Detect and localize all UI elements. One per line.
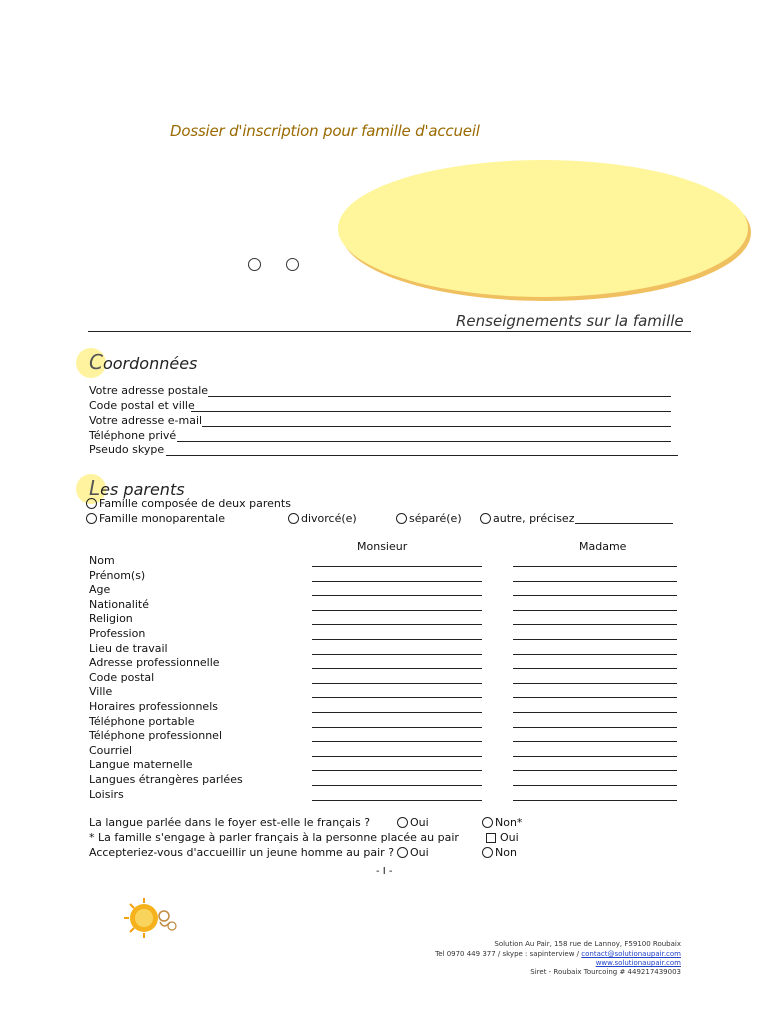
email-input[interactable]	[202, 416, 671, 427]
option-label: Non*	[495, 816, 523, 829]
madame-answer-line[interactable]	[513, 571, 677, 582]
footer-contact	[435, 950, 681, 958]
radio-icon[interactable]	[86, 513, 97, 524]
madame-answer-line[interactable]	[513, 731, 677, 742]
row-label: Lieu de travail	[89, 642, 168, 655]
field-label: Votre adresse postale	[89, 384, 209, 397]
monsieur-answer-line[interactable]	[312, 702, 482, 713]
monsieur-answer-line[interactable]	[312, 687, 482, 698]
field-label: Pseudo skype	[89, 443, 165, 456]
row-label: Courriel	[89, 744, 133, 757]
radio-icon[interactable]	[482, 847, 493, 858]
monsieur-answer-line[interactable]	[312, 600, 482, 611]
row-label: Age	[89, 583, 111, 596]
q3-no-option[interactable]	[482, 846, 517, 859]
row-label: Nationalité	[89, 598, 149, 611]
radio-icon[interactable]	[482, 817, 493, 828]
monsieur-answer-line[interactable]	[312, 731, 482, 742]
row-label: Loisirs	[89, 788, 124, 801]
heading-rest: es parents	[100, 480, 185, 499]
option-separe[interactable]	[396, 512, 462, 525]
monsieur-answer-line[interactable]	[312, 775, 482, 786]
monsieur-answer-line[interactable]	[312, 717, 482, 728]
madame-answer-line[interactable]	[513, 702, 677, 713]
page-title: Dossier d'inscription pour famille d'accueil	[170, 122, 480, 140]
option-label: Oui	[500, 831, 519, 844]
section-title: Renseignements sur la famille	[456, 312, 684, 330]
row-label: Téléphone portable	[89, 715, 195, 728]
checkbox-icon[interactable]	[486, 833, 496, 843]
madame-answer-line[interactable]	[513, 556, 677, 567]
coordonnees-heading	[89, 350, 197, 374]
row-label: Langue maternelle	[89, 758, 193, 771]
madame-answer-line[interactable]	[513, 614, 677, 625]
madame-answer-line[interactable]	[513, 585, 677, 596]
question-young-man: Accepteriez-vous d'accueillir un jeune homme au pair ?	[89, 846, 395, 859]
option-label: Famille monoparentale	[99, 512, 225, 525]
footer-website	[596, 959, 681, 967]
footer-website-link[interactable]: www.solutionaupair.com	[595, 959, 681, 967]
monsieur-answer-line[interactable]	[312, 760, 482, 771]
row-label: Code postal	[89, 671, 155, 684]
q1-yes-option[interactable]	[397, 816, 429, 829]
option-label: Famille composée de deux parents	[99, 497, 291, 510]
row-label: Langues étrangères parlées	[89, 773, 243, 786]
row-label: Téléphone professionnel	[89, 729, 223, 742]
monsieur-answer-line[interactable]	[312, 644, 482, 655]
row-label: Ville	[89, 685, 113, 698]
madame-answer-line[interactable]	[513, 600, 677, 611]
monsieur-answer-line[interactable]	[312, 629, 482, 640]
monsieur-answer-line[interactable]	[312, 790, 482, 801]
radio-icon[interactable]	[288, 513, 299, 524]
postal-city-input[interactable]	[191, 401, 671, 412]
madame-answer-line[interactable]	[513, 775, 677, 786]
heading-initial: C	[89, 350, 103, 374]
field-label: Votre adresse e-mail	[89, 414, 203, 427]
decorative-circle	[286, 258, 299, 271]
question-commitment: * La famille s'engage à parler français à la personne placée au pair	[89, 831, 459, 844]
option-couple[interactable]	[86, 497, 291, 510]
question-language: La langue parlée dans le foyer est-elle le français ?	[89, 816, 371, 829]
row-label: Profession	[89, 627, 146, 640]
madame-answer-line[interactable]	[513, 760, 677, 771]
sun-logo-icon	[124, 896, 182, 942]
company-logo	[124, 896, 182, 942]
madame-answer-line[interactable]	[513, 790, 677, 801]
footer-tel: Tel 0970 449 377 / skype : sapinterview /	[435, 950, 580, 958]
skype-input[interactable]	[166, 445, 678, 456]
option-label: Oui	[410, 846, 429, 859]
page-number: - I -	[376, 866, 393, 877]
madame-answer-line[interactable]	[513, 746, 677, 757]
heading-rest: oordonnées	[102, 354, 198, 373]
radio-icon[interactable]	[480, 513, 491, 524]
radio-icon[interactable]	[86, 498, 97, 509]
madame-answer-line[interactable]	[513, 687, 677, 698]
option-divorce[interactable]	[288, 512, 357, 525]
column-monsieur: Monsieur	[357, 540, 408, 553]
monsieur-answer-line[interactable]	[312, 614, 482, 625]
madame-answer-line[interactable]	[513, 644, 677, 655]
option-label: divorcé(e)	[301, 512, 357, 525]
footer-email-link[interactable]: contact@solutionaupair.com	[581, 950, 681, 958]
madame-answer-line[interactable]	[513, 673, 677, 684]
monsieur-answer-line[interactable]	[312, 673, 482, 684]
address-input[interactable]	[208, 386, 671, 397]
decorative-circle	[248, 258, 261, 271]
heading-initial: L	[89, 476, 101, 500]
option-label: séparé(e)	[409, 512, 462, 525]
field-label: Téléphone privé	[89, 429, 177, 442]
section-divider	[88, 331, 691, 332]
column-madame: Madame	[579, 540, 627, 553]
madame-answer-line[interactable]	[513, 717, 677, 728]
row-label: Adresse professionnelle	[89, 656, 220, 669]
monsieur-answer-line[interactable]	[312, 658, 482, 669]
autre-precisez-input[interactable]	[575, 513, 673, 524]
radio-icon[interactable]	[397, 817, 408, 828]
radio-icon[interactable]	[396, 513, 407, 524]
option-label: Oui	[410, 816, 429, 829]
monsieur-answer-line[interactable]	[312, 746, 482, 757]
field-label: Code postal et ville	[89, 399, 195, 412]
option-monoparentale[interactable]	[86, 512, 225, 525]
option-label: Non	[495, 846, 517, 859]
q2-yes-option[interactable]	[486, 831, 519, 844]
q3-yes-option[interactable]	[397, 846, 429, 859]
madame-answer-line[interactable]	[513, 629, 677, 640]
option-label: autre, précisez	[493, 512, 575, 525]
monsieur-answer-line[interactable]	[312, 571, 482, 582]
madame-answer-line[interactable]	[513, 658, 677, 669]
row-label: Religion	[89, 612, 133, 625]
monsieur-answer-line[interactable]	[312, 556, 482, 567]
phone-input[interactable]	[177, 431, 671, 442]
decorative-ellipse	[338, 160, 748, 297]
radio-icon[interactable]	[397, 847, 408, 858]
footer-address: Solution Au Pair, 158 rue de Lannoy, F59100 Roubaix	[494, 940, 681, 948]
row-label: Nom	[89, 554, 115, 567]
row-label: Horaires professionnels	[89, 700, 218, 713]
option-autre[interactable]	[480, 512, 574, 525]
footer-siret: Siret - Roubaix Tourcoing # 449217439003	[530, 968, 681, 976]
q1-no-option[interactable]	[482, 816, 522, 829]
row-label: Prénom(s)	[89, 569, 146, 582]
monsieur-answer-line[interactable]	[312, 585, 482, 596]
